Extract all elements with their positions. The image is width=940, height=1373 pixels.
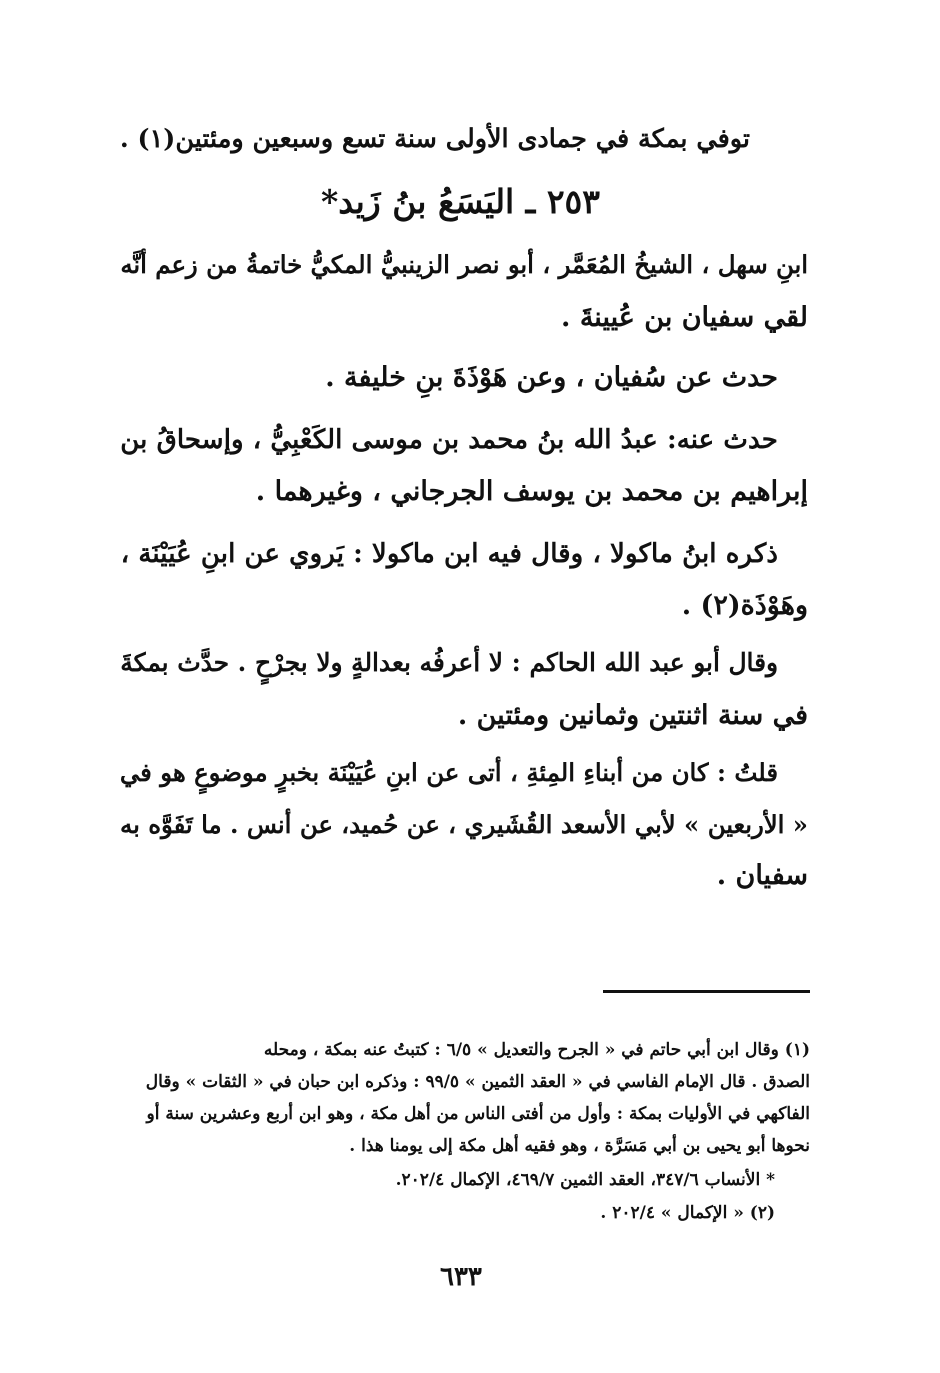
body-line: وهَوْذَة(٢) . xyxy=(681,590,808,621)
footnote-line: (٢) « الإكمال » ٢٠٢/٤ . xyxy=(600,1203,775,1223)
footnote-line: الصدق . قال الإمام الفاسي في « العقد الثمين » ٩٩/٥ : وذكره ابن حبان في « الثقات » وقال xyxy=(145,1072,810,1092)
entry-heading: ٢٥٣ ـ اليَسَعُ بنُ زَيد* xyxy=(321,182,600,221)
body-line: إبراهيم بن محمد بن يوسف الجرجاني ، وغيرهما . xyxy=(255,476,808,507)
body-line: ذكره ابنُ ماكولا ، وقال فيه ابن ماكولا : يَروي عن ابنِ عُيَيْنَة ، xyxy=(120,538,778,569)
footnote-line: (١) وقال ابن أبي حاتم في « الجرح والتعديل » ٦/٥ : كتبتُ عنه بمكة ، ومحله xyxy=(263,1040,810,1060)
body-line: حدث عنه: عبدُ الله بنُ محمد بن موسى الكَعْبِيُّ ، وإسحاقُ بن xyxy=(120,424,778,455)
footnote-line: الفاكهي في الأوليات بمكة : وأول من أفتى الناس من أهل مكة ، وهو ابن أربع وعشرين سنة أو xyxy=(146,1104,810,1124)
body-line: في سنة اثنتين وثمانين ومئتين . xyxy=(457,700,808,731)
footnote-separator xyxy=(603,990,810,993)
body-line: قلتُ : كان من أبناءِ المِئةِ ، أتى عن ابنِ عُيَيْنَة بخبرٍ موضوعٍ هو في xyxy=(119,758,778,787)
footnote-line: * الأنساب ٣٤٧/٦، العقد الثمين ٤٦٩/٧، الإكمال ٢٠٢/٤. xyxy=(395,1170,775,1190)
body-line: ابنِ سهل ، الشيخُ المُعَمَّر ، أبو نصر الزينبيُّ المكيُّ خاتمةُ من زعم أنَّه xyxy=(120,250,808,279)
body-line: لقي سفيان بن عُيينةَ . xyxy=(561,302,808,333)
footnote-line: نحوها أبو يحيى بن أبي مَسَرَّة ، وهو فقيه أهل مكة إلى يومنا هذا . xyxy=(349,1136,810,1156)
body-line: سفيان . xyxy=(716,860,808,891)
body-line: حدث عن سُفيان ، وعن هَوْذَةَ بنِ خليفة . xyxy=(325,362,778,393)
body-line: « الأربعين » لأبي الأسعد القُشَيري ، عن حُميد، عن أنس . ما تَفَوَّه به xyxy=(120,810,808,839)
page-number: ٦٣٣ xyxy=(440,1262,482,1292)
body-line: وقال أبو عبد الله الحاكم : لا أعرفُه بعدالةٍ ولا بجرْحٍ . حدَّث بمكةَ xyxy=(120,648,778,677)
top-line: توفي بمكة في جمادى الأولى سنة تسع وسبعين ومئتين(١) . xyxy=(119,124,750,154)
